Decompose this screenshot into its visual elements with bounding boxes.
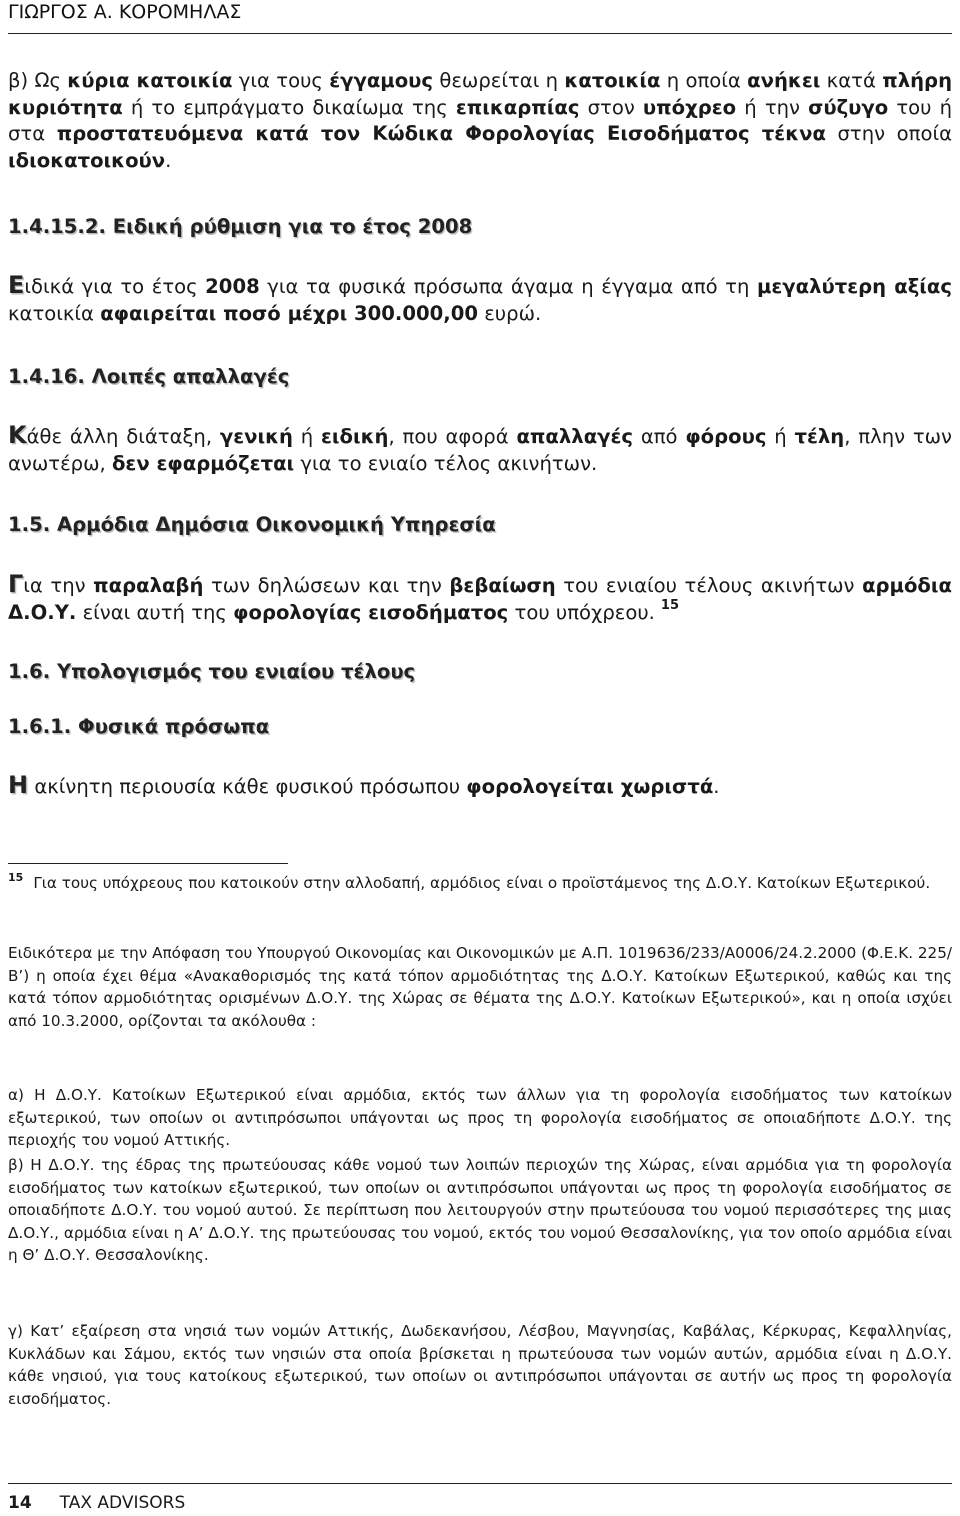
paragraph-natural-persons: Η ακίνητη περιουσία κάθε φυσικού πρόσωπου φορολογείται χωριστά. [8, 771, 720, 799]
footnote-15: $^{15}$ Για τους υπόχρεους που κατοικούν στην αλλοδαπή, αρμόδιος είναι ο προϊστάμενος της Δ.Ο.Υ. Κατοίκων Εξωτερικού. [8, 871, 931, 892]
page-number: 14 [8, 1493, 32, 1513]
page-footer [8, 1492, 185, 1514]
paragraph-other-exemptions: Κάθε άλλη διάταξη, γενική ή ειδική, που αφορά απαλλαγές από φόρους ή τέλη, πλην των ανωτέρω, δεν εφαρμόζεται για το ενιαίο τέλος ακινήτων. [8, 421, 953, 475]
footnote-number: 15 [8, 871, 24, 884]
footnote-paragraph-b: β) Η Δ.Ο.Υ. της έδρας της πρωτεύουσας κάθε νομού των λοιπών περιοχών της Χώρας, είναι αρμόδια για τη φορολογία εισοδήματος των κατοίκων εξωτερικού, των οποίων οι αντιπρόσωποι υπάγονται ως προς τη φορολογία εισοδήματος σε οποιαδήποτε Δ.Ο.Υ. του νομού αυτού. Σε περίπτωση που λειτουργούν στην πρωτεύουσα του νομού περισσότερες της μιας Δ.Ο.Υ., αρμόδια είναι η Α’ Δ.Ο.Υ. της πρωτεύουσας του νομού, εκτός του νομού Θεσσαλονίκης, για τον οποίο αρμόδια είναι η Θ’ Δ.Ο.Υ. Θεσσαλονίκης. [8, 1156, 952, 1265]
footnote-paragraph-a: α) Η Δ.Ο.Υ. Κατοίκων Εξωτερικού είναι αρμόδια, εκτός των άλλων για τη φορολογία εισοδήματος των κατοίκων εξωτερικού, των οποίων οι αντιπρόσωποι υπάγονται ως προς τη φορολογία εισοδήματος σε οποιαδήποτε Δ.Ο.Υ. της περιοχής του νομού Αττικής. [8, 1086, 952, 1150]
footer-divider [8, 1483, 952, 1484]
section-heading-1-6-1: 1.6.1. Φυσικά πρόσωπα [8, 715, 270, 738]
footnote-reference[interactable]: 15 [660, 597, 680, 613]
header-divider [8, 33, 952, 34]
footnote-paragraph-c: γ) Κατ’ εξαίρεση στα νησιά των νομών Αττικής, Δωδεκανήσου, Λέσβου, Μαγνησίας, Καβάλας, Κέρκυρας, Κεφαλληνίας, Κυκλάδων και Σάμου, εκτός των νησιών στα οποία βρίσκεται η πρωτεύουσα των νομών αυτών, αρμόδια είναι η Δ.Ο.Υ. κάθε νησιού, για τους κατοίκους εξωτερικού, των οποίων οι αντιπρόσωποι υπάγονται σε αυτήν ως προς τη φορολογία εισοδήματος. [8, 1322, 952, 1408]
running-header [8, 0, 241, 24]
footnote-divider [8, 863, 288, 864]
section-heading-1-6: 1.6. Υπολογισμός του ενιαίου τέλους [8, 660, 416, 683]
section-heading-1-5: 1.5. Αρμόδια Δημόσια Οικονομική Υπηρεσία [8, 513, 496, 536]
footnote-paragraph-decision: Ειδικότερα με την Απόφαση του Υπουργού Οικονομίας και Οικονομικών με Α.Π. 1019636/233/Α0006/24.2.2000 (Φ.Ε.Κ. 225/Β’) η οποία έχει θέμα «Ανακαθορισμός της κατά τόπον αρμοδιότητας της Δ.Ο.Υ. Κατοίκων Εξωτερικού, καθώς και της κατά τόπον αρμοδιότητας ορισμένων Δ.Ο.Υ. της Χώρας σε θέματα της Δ.Ο.Υ. Κατοίκων Εξωτερικού», και η οποία ισχύει από 10.3.2000, ορίζονται τα ακόλουθα : [8, 944, 952, 1030]
footer-label: TAX ADVISORS [59, 1493, 186, 1513]
section-heading-1-4-16: 1.4.16. Λοιπές απαλλαγές [8, 365, 290, 388]
section-heading-1-4-15-2: 1.4.15.2. Ειδική ρύθμιση για το έτος 2008 [8, 215, 473, 238]
paragraph-2008-regulation: Ειδικά για το έτος 2008 για τα φυσικά πρόσωπα άγαμα η έγγαμα από τη μεγαλύτερη αξίας κατοικία αφαιρείται ποσό μέχρι 300.000,00 ευρώ. [8, 271, 952, 325]
header-author: ΓΙΩΡΓΟΣ Α. ΚΟΡΟΜΗΛΑΣ [8, 1, 242, 23]
paragraph-competent-tax-office: Για την παραλαβή των δηλώσεων και την βεβαίωση του ενιαίου τέλους ακινήτων αρμόδια Δ.Ο.Υ. είναι αυτή της φορολογίας εισοδήματος του υπόχρεου. $^{15}$ [8, 570, 952, 624]
paragraph-principal-residence: β) Ως κύρια κατοικία για τους έγγαμους θεωρείται η κατοικία η οποία ανήκει κατά πλήρη κυριότητα ή το εμπράγματο δικαίωμα της επικαρπίας στον υπόχρεο ή την σύζυγο του ή στα προστατευόμενα κατά τον Κώδικα Φορολογίας Εισοδήματος τέκνα στην οποία ιδιοκατοικούν. [8, 69, 953, 172]
